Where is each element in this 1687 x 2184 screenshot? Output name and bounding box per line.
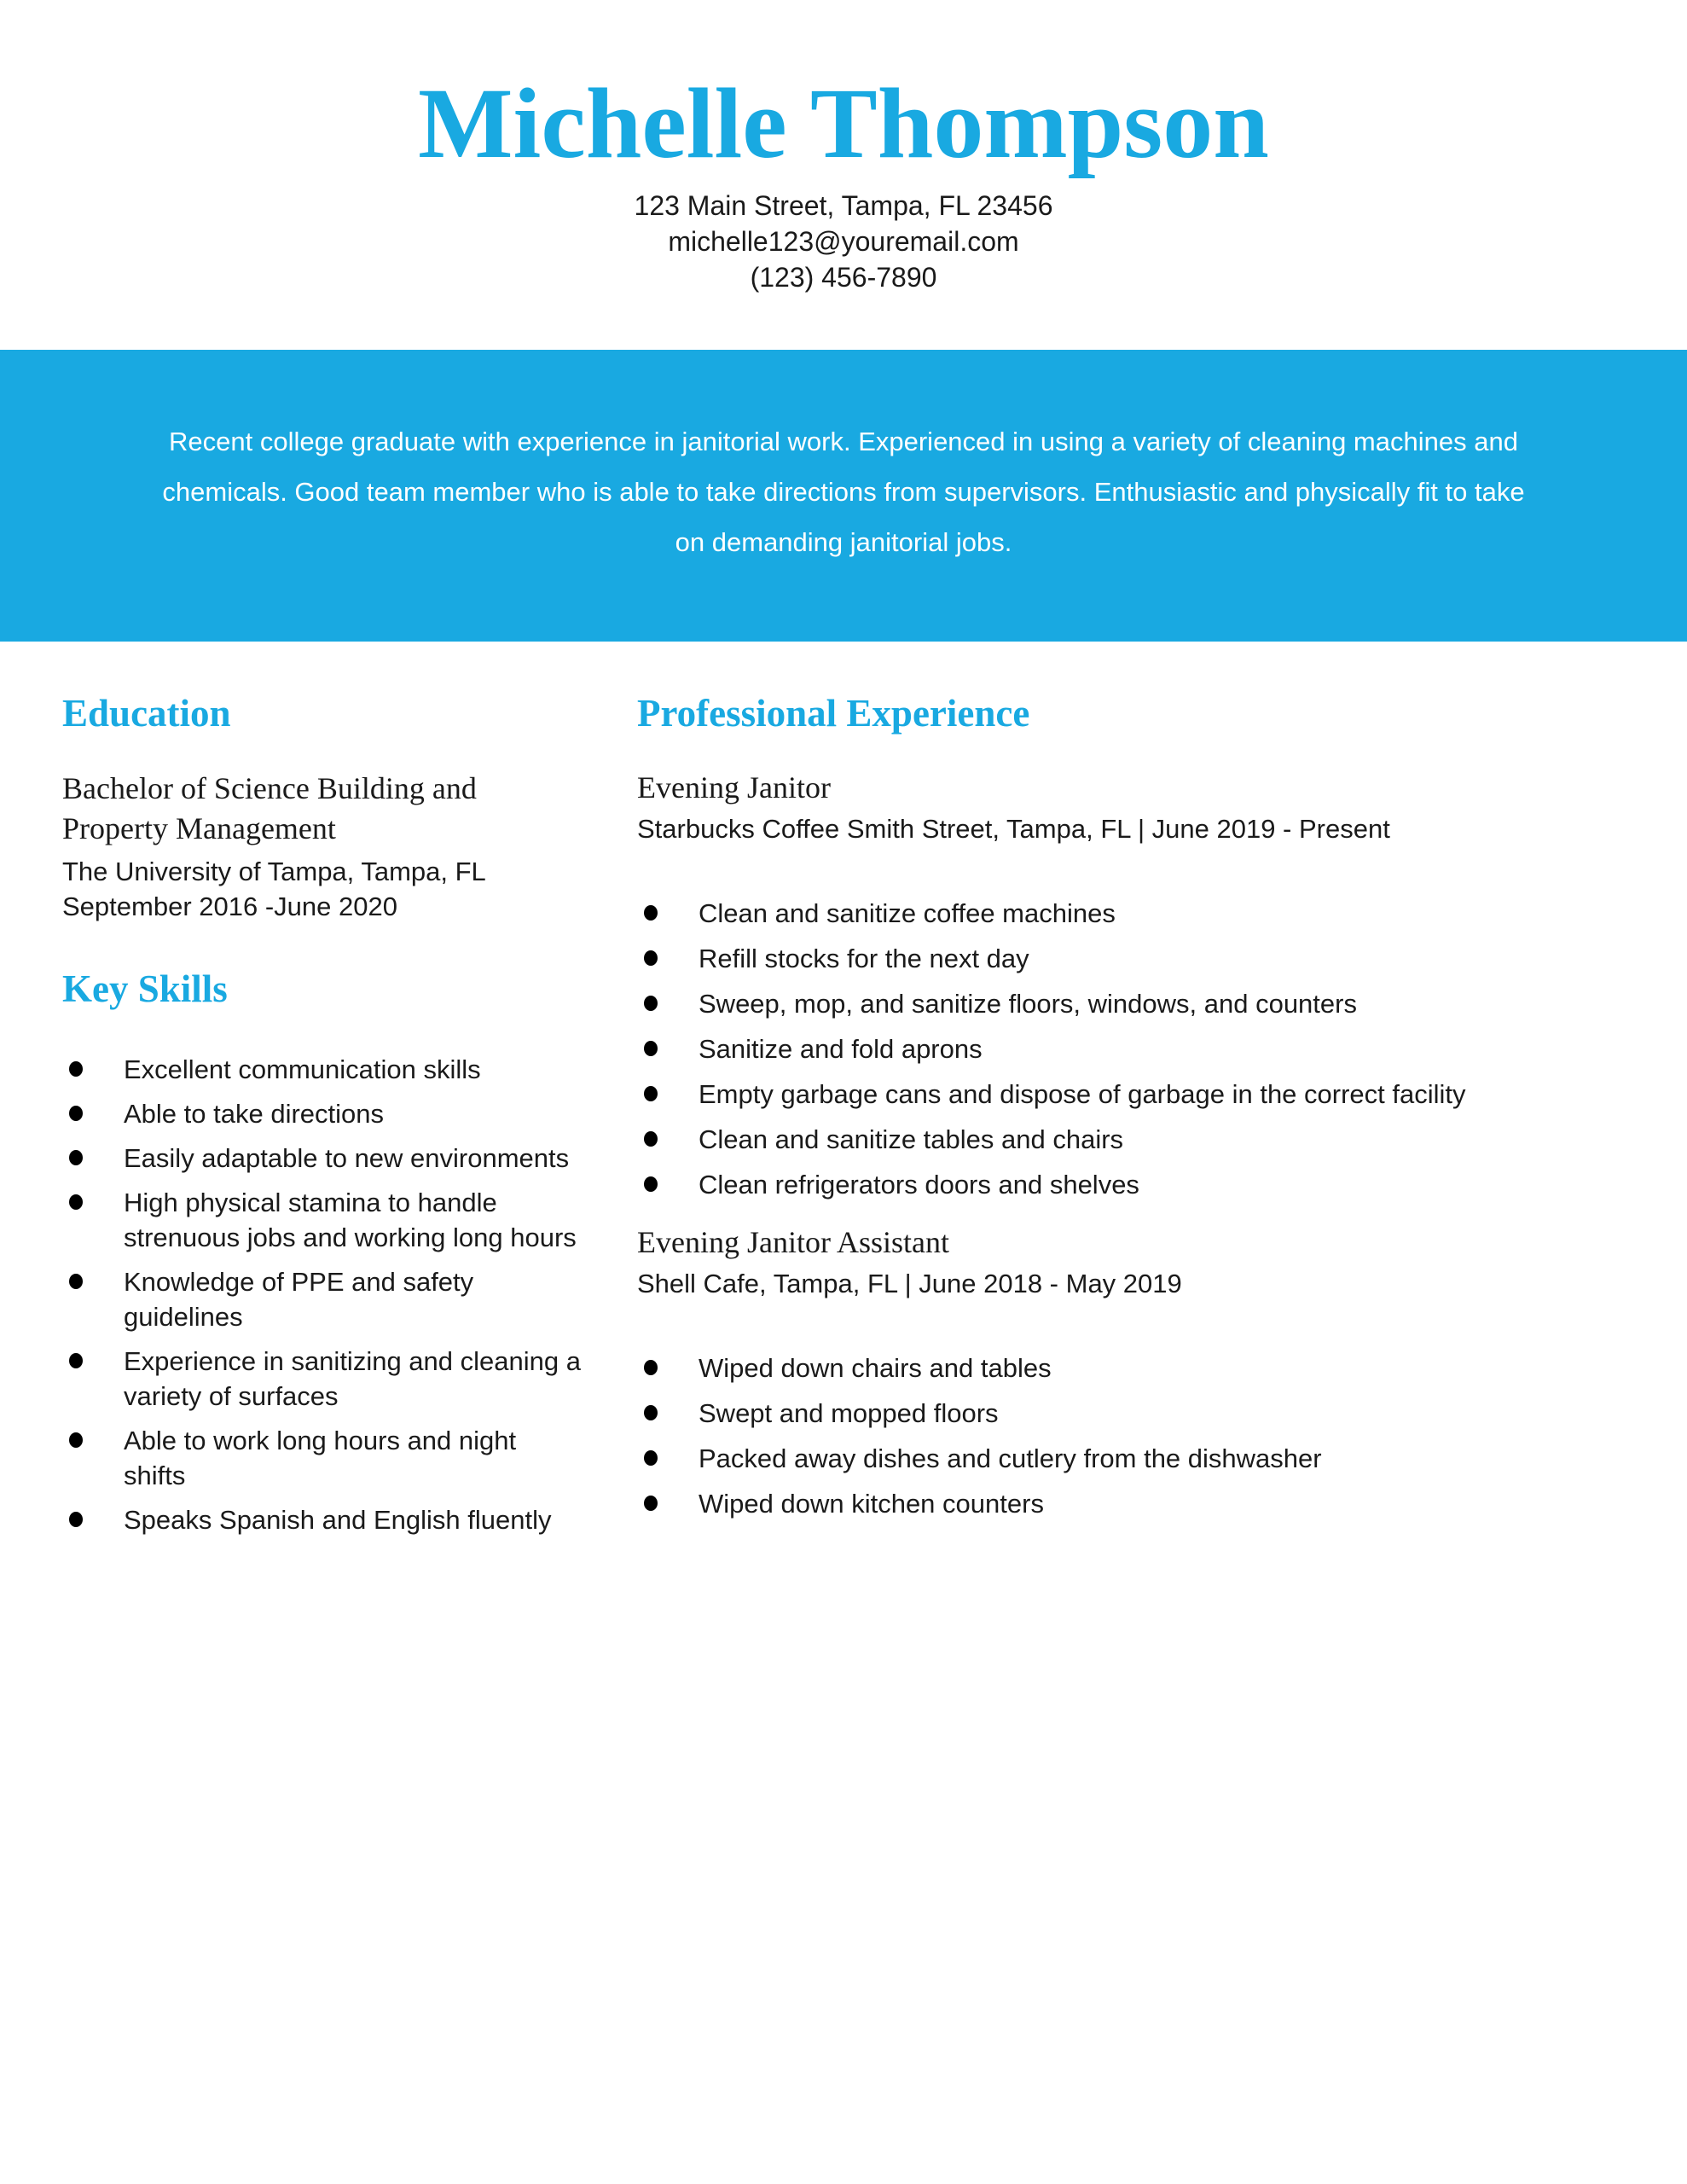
candidate-name: Michelle Thompson xyxy=(418,67,1269,179)
bullet-icon xyxy=(69,1061,83,1077)
experience-section xyxy=(637,689,1618,1531)
skill-text: Experience in sanitizing and cleaning a variety of surfaces xyxy=(124,1346,581,1411)
skill-item xyxy=(62,1264,584,1334)
experience-heading: Professional Experience xyxy=(637,692,1030,735)
bullet-icon xyxy=(69,1432,83,1448)
job-bullets xyxy=(637,1350,1618,1531)
phone: (123) 456-7890 xyxy=(750,262,937,293)
job-entry xyxy=(637,1223,1618,1531)
skill-item xyxy=(62,1052,584,1087)
skill-text: Excellent communication skills xyxy=(124,1054,481,1084)
bullet-icon xyxy=(644,1176,658,1192)
bullet-icon xyxy=(69,1106,83,1121)
skill-text: Able to work long hours and night shifts xyxy=(124,1426,517,1490)
address: 123 Main Street, Tampa, FL 23456 xyxy=(634,190,1053,221)
job-bullet xyxy=(637,1122,1618,1167)
job-bullets xyxy=(637,896,1618,1212)
job-bullet-text: Packed away dishes and cutlery from the dishwasher xyxy=(699,1443,1322,1473)
job-bullet-text: Empty garbage cans and dispose of garbage in the correct facility xyxy=(699,1079,1466,1109)
bullet-icon xyxy=(69,1353,83,1368)
job-bullet xyxy=(637,1077,1618,1122)
skill-item xyxy=(62,1096,584,1131)
bullet-icon xyxy=(69,1512,83,1527)
skill-item xyxy=(62,1344,584,1414)
skill-item xyxy=(62,1423,584,1493)
bullet-icon xyxy=(69,1150,83,1165)
job-bullet-text: Wiped down chairs and tables xyxy=(699,1353,1052,1383)
job-bullet-text: Wiped down kitchen counters xyxy=(699,1489,1044,1519)
skills-heading: Key Skills xyxy=(62,967,228,1010)
skill-item xyxy=(62,1502,584,1537)
job-title: Evening Janitor xyxy=(637,770,831,804)
education-dates: September 2016 -June 2020 xyxy=(62,892,397,921)
job-bullet xyxy=(637,1486,1618,1531)
bullet-icon xyxy=(644,905,658,921)
summary-text: Recent college graduate with experience in janitorial work. Experienced in using a variety of cleaning machines and chemicals. Good team member who is able to take directions from supervisors. Enthusiastic and physically fit to take on demanding janitorial jobs. xyxy=(162,427,1525,557)
job-bullet-text: Refill stocks for the next day xyxy=(699,944,1029,973)
bullet-icon xyxy=(69,1194,83,1210)
education-heading: Education xyxy=(62,692,231,735)
bullet-icon xyxy=(644,1360,658,1375)
job-bullet-text: Clean and sanitize tables and chairs xyxy=(699,1124,1124,1154)
degree: Bachelor of Science Building and Property Management xyxy=(62,771,477,845)
job-bullet xyxy=(637,941,1618,986)
skill-item xyxy=(62,1141,584,1176)
skill-item xyxy=(62,1185,584,1255)
job-bullet xyxy=(637,1396,1618,1441)
job-bullet-text: Clean refrigerators doors and shelves xyxy=(699,1170,1139,1199)
job-meta: Shell Cafe, Tampa, FL | June 2018 - May 2019 xyxy=(637,1269,1182,1298)
education-section xyxy=(62,689,540,924)
job-meta: Starbucks Coffee Smith Street, Tampa, FL | June 2019 - Present xyxy=(637,814,1390,844)
skill-text: Speaks Spanish and English fluently xyxy=(124,1505,552,1535)
skill-text: Knowledge of PPE and safety guidelines xyxy=(124,1267,474,1332)
job-bullet-text: Clean and sanitize coffee machines xyxy=(699,898,1116,928)
job-entry xyxy=(637,768,1618,1212)
job-bullet xyxy=(637,896,1618,941)
bullet-icon xyxy=(644,996,658,1011)
skills-section xyxy=(62,965,581,1547)
skill-text: Easily adaptable to new environments xyxy=(124,1143,570,1173)
job-bullet xyxy=(637,1031,1618,1077)
contact-block xyxy=(0,188,1687,295)
bullet-icon xyxy=(69,1274,83,1289)
job-bullet xyxy=(637,1441,1618,1486)
skill-text: Able to take directions xyxy=(124,1099,385,1129)
bullet-icon xyxy=(644,1131,658,1147)
skill-text: High physical stamina to handle strenuous jobs and working long hours xyxy=(124,1188,577,1252)
job-bullet xyxy=(637,1350,1618,1396)
job-bullet xyxy=(637,1167,1618,1212)
jobs-list xyxy=(637,768,1618,1531)
job-bullet-text: Swept and mopped floors xyxy=(699,1398,999,1428)
school: The University of Tampa, Tampa, FL xyxy=(62,857,486,886)
bullet-icon xyxy=(644,1496,658,1511)
job-bullet xyxy=(637,986,1618,1031)
bullet-icon xyxy=(644,950,658,966)
job-bullet-text: Sweep, mop, and sanitize floors, windows, and counters xyxy=(699,989,1357,1019)
bullet-icon xyxy=(644,1450,658,1466)
job-title: Evening Janitor Assistant xyxy=(637,1225,949,1259)
job-bullet-text: Sanitize and fold aprons xyxy=(699,1034,983,1064)
bullet-icon xyxy=(644,1086,658,1101)
email: michelle123@youremail.com xyxy=(668,226,1019,257)
bullet-icon xyxy=(644,1041,658,1056)
bullet-icon xyxy=(644,1405,658,1420)
skills-list xyxy=(62,1052,581,1537)
